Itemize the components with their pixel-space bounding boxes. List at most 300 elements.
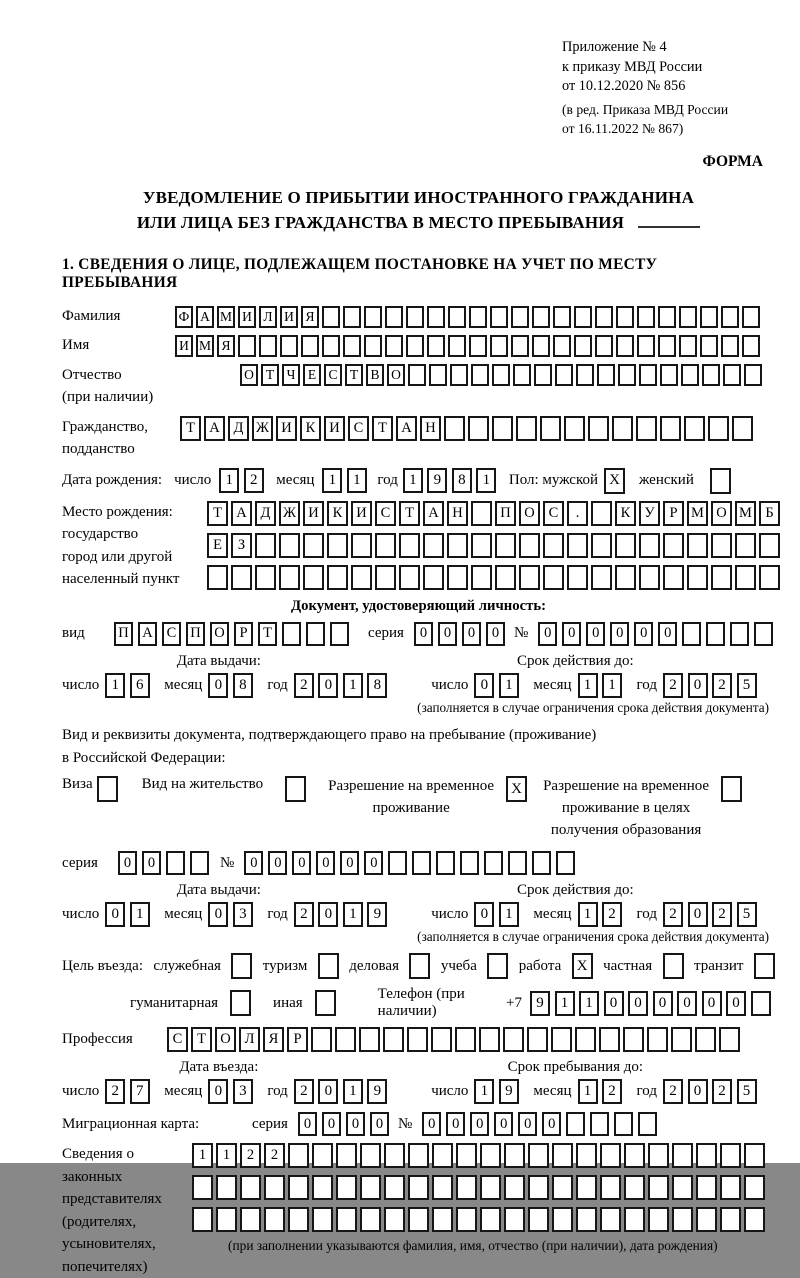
char-cell[interactable] — [503, 1027, 524, 1052]
char-cell[interactable]: 1 — [474, 1079, 494, 1104]
char-cell[interactable]: 0 — [322, 1112, 341, 1136]
char-cell[interactable] — [590, 1112, 609, 1136]
char-cell[interactable] — [556, 851, 575, 875]
char-cell[interactable] — [720, 1207, 741, 1232]
char-cell[interactable] — [624, 1207, 645, 1232]
char-cell[interactable] — [303, 533, 324, 558]
char-cell[interactable] — [190, 851, 209, 875]
residence-permit-checkbox[interactable] — [285, 776, 306, 802]
char-cell[interactable] — [407, 1027, 428, 1052]
char-cell[interactable] — [388, 851, 407, 875]
char-cell[interactable] — [528, 1207, 549, 1232]
char-cell[interactable]: Т — [372, 416, 393, 441]
char-cell[interactable] — [336, 1207, 357, 1232]
char-cell[interactable] — [455, 1027, 476, 1052]
char-cell[interactable]: 2 — [602, 902, 622, 927]
char-cell[interactable] — [427, 306, 445, 328]
char-cell[interactable]: 0 — [658, 622, 677, 646]
char-cell[interactable]: А — [396, 416, 417, 441]
char-cell[interactable]: 1 — [130, 902, 150, 927]
char-cell[interactable]: И — [324, 416, 345, 441]
char-cell[interactable] — [343, 306, 361, 328]
char-cell[interactable]: Т — [258, 622, 277, 646]
char-cell[interactable] — [311, 1027, 332, 1052]
char-cell[interactable] — [240, 1207, 261, 1232]
char-cell[interactable]: 1 — [476, 468, 496, 493]
char-cell[interactable]: Р — [234, 622, 253, 646]
char-cell[interactable] — [681, 364, 699, 386]
char-cell[interactable] — [615, 533, 636, 558]
char-cell[interactable] — [406, 306, 424, 328]
char-cell[interactable] — [732, 416, 753, 441]
char-cell[interactable]: У — [639, 501, 660, 526]
char-cell[interactable] — [720, 1143, 741, 1168]
char-cell[interactable]: 0 — [346, 1112, 365, 1136]
char-cell[interactable] — [744, 1207, 765, 1232]
char-cell[interactable]: М — [735, 501, 756, 526]
char-cell[interactable]: Ф — [175, 306, 193, 328]
char-cell[interactable]: 2 — [294, 1079, 314, 1104]
char-cell[interactable] — [360, 1207, 381, 1232]
char-cell[interactable]: К — [327, 501, 348, 526]
char-cell[interactable] — [735, 565, 756, 590]
char-cell[interactable] — [479, 1027, 500, 1052]
char-cell[interactable]: 0 — [208, 673, 228, 698]
char-cell[interactable] — [238, 335, 256, 357]
char-cell[interactable] — [399, 565, 420, 590]
char-cell[interactable]: М — [217, 306, 235, 328]
char-cell[interactable] — [166, 851, 185, 875]
char-cell[interactable] — [384, 1175, 405, 1200]
char-cell[interactable]: И — [175, 335, 193, 357]
char-cell[interactable] — [600, 1175, 621, 1200]
char-cell[interactable] — [730, 622, 749, 646]
char-cell[interactable] — [684, 416, 705, 441]
char-cell[interactable]: С — [324, 364, 342, 386]
char-cell[interactable]: З — [231, 533, 252, 558]
char-cell[interactable] — [279, 565, 300, 590]
char-cell[interactable]: 1 — [192, 1143, 213, 1168]
char-cell[interactable] — [591, 533, 612, 558]
char-cell[interactable] — [658, 306, 676, 328]
char-cell[interactable]: 2 — [663, 1079, 683, 1104]
char-cell[interactable]: 0 — [208, 902, 228, 927]
char-cell[interactable] — [303, 565, 324, 590]
char-cell[interactable] — [343, 335, 361, 357]
char-cell[interactable] — [723, 364, 741, 386]
char-cell[interactable]: 3 — [233, 902, 253, 927]
char-cell[interactable]: 0 — [702, 991, 722, 1016]
char-cell[interactable] — [516, 416, 537, 441]
char-cell[interactable]: И — [276, 416, 297, 441]
char-cell[interactable] — [447, 533, 468, 558]
char-cell[interactable]: 0 — [268, 851, 287, 875]
char-cell[interactable]: 5 — [737, 902, 757, 927]
char-cell[interactable]: О — [215, 1027, 236, 1052]
char-cell[interactable]: 2 — [264, 1143, 285, 1168]
char-cell[interactable] — [231, 565, 252, 590]
char-cell[interactable] — [534, 364, 552, 386]
char-cell[interactable] — [600, 1207, 621, 1232]
char-cell[interactable]: 0 — [688, 1079, 708, 1104]
char-cell[interactable] — [364, 306, 382, 328]
purpose-study-checkbox[interactable] — [487, 953, 508, 979]
char-cell[interactable]: И — [351, 501, 372, 526]
char-cell[interactable] — [567, 533, 588, 558]
char-cell[interactable] — [721, 335, 739, 357]
char-cell[interactable]: 1 — [555, 991, 575, 1016]
char-cell[interactable] — [552, 1143, 573, 1168]
char-cell[interactable]: 0 — [364, 851, 383, 875]
char-cell[interactable] — [744, 364, 762, 386]
char-cell[interactable]: 0 — [208, 1079, 228, 1104]
char-cell[interactable]: О — [519, 501, 540, 526]
char-cell[interactable] — [423, 565, 444, 590]
char-cell[interactable] — [595, 335, 613, 357]
char-cell[interactable] — [322, 306, 340, 328]
char-cell[interactable] — [519, 533, 540, 558]
char-cell[interactable] — [312, 1143, 333, 1168]
char-cell[interactable] — [192, 1175, 213, 1200]
char-cell[interactable] — [408, 1175, 429, 1200]
char-cell[interactable]: 0 — [422, 1112, 441, 1136]
char-cell[interactable] — [721, 306, 739, 328]
char-cell[interactable]: 1 — [216, 1143, 237, 1168]
char-cell[interactable]: Б — [759, 501, 780, 526]
char-cell[interactable] — [484, 851, 503, 875]
char-cell[interactable]: 0 — [726, 991, 746, 1016]
char-cell[interactable] — [648, 1143, 669, 1168]
char-cell[interactable] — [576, 1175, 597, 1200]
char-cell[interactable] — [759, 533, 780, 558]
char-cell[interactable]: 9 — [367, 1079, 387, 1104]
char-cell[interactable] — [566, 1112, 585, 1136]
char-cell[interactable] — [335, 1027, 356, 1052]
char-cell[interactable]: 0 — [562, 622, 581, 646]
char-cell[interactable]: 1 — [602, 673, 622, 698]
char-cell[interactable] — [682, 622, 701, 646]
char-cell[interactable]: 1 — [578, 1079, 598, 1104]
char-cell[interactable] — [660, 364, 678, 386]
char-cell[interactable] — [576, 1143, 597, 1168]
char-cell[interactable]: 2 — [105, 1079, 125, 1104]
char-cell[interactable]: 9 — [367, 902, 387, 927]
char-cell[interactable]: Т — [191, 1027, 212, 1052]
char-cell[interactable] — [639, 565, 660, 590]
char-cell[interactable] — [687, 533, 708, 558]
char-cell[interactable]: 0 — [244, 851, 263, 875]
char-cell[interactable]: В — [366, 364, 384, 386]
char-cell[interactable] — [552, 1207, 573, 1232]
char-cell[interactable] — [575, 1027, 596, 1052]
char-cell[interactable] — [519, 565, 540, 590]
char-cell[interactable] — [450, 364, 468, 386]
char-cell[interactable]: О — [210, 622, 229, 646]
char-cell[interactable] — [616, 306, 634, 328]
char-cell[interactable] — [336, 1143, 357, 1168]
char-cell[interactable] — [495, 565, 516, 590]
char-cell[interactable] — [663, 565, 684, 590]
char-cell[interactable] — [312, 1175, 333, 1200]
char-cell[interactable] — [648, 1175, 669, 1200]
char-cell[interactable] — [744, 1175, 765, 1200]
char-cell[interactable] — [469, 306, 487, 328]
char-cell[interactable] — [480, 1175, 501, 1200]
char-cell[interactable] — [351, 533, 372, 558]
char-cell[interactable] — [555, 364, 573, 386]
char-cell[interactable] — [574, 306, 592, 328]
char-cell[interactable]: Ж — [279, 501, 300, 526]
char-cell[interactable] — [543, 565, 564, 590]
char-cell[interactable]: 0 — [542, 1112, 561, 1136]
char-cell[interactable]: 5 — [737, 1079, 757, 1104]
char-cell[interactable]: 1 — [347, 468, 367, 493]
char-cell[interactable]: А — [204, 416, 225, 441]
char-cell[interactable] — [708, 416, 729, 441]
char-cell[interactable] — [711, 533, 732, 558]
char-cell[interactable] — [711, 565, 732, 590]
char-cell[interactable] — [588, 416, 609, 441]
char-cell[interactable] — [623, 1027, 644, 1052]
char-cell[interactable] — [511, 335, 529, 357]
char-cell[interactable]: Я — [263, 1027, 284, 1052]
char-cell[interactable] — [429, 364, 447, 386]
char-cell[interactable] — [624, 1175, 645, 1200]
char-cell[interactable] — [754, 622, 773, 646]
char-cell[interactable]: 2 — [663, 673, 683, 698]
char-cell[interactable]: С — [162, 622, 181, 646]
purpose-transit-checkbox[interactable] — [754, 953, 775, 979]
char-cell[interactable] — [456, 1207, 477, 1232]
char-cell[interactable] — [504, 1143, 525, 1168]
char-cell[interactable] — [412, 851, 431, 875]
temp-residence-checkbox[interactable]: X — [506, 776, 527, 802]
char-cell[interactable] — [306, 622, 325, 646]
char-cell[interactable]: 0 — [142, 851, 161, 875]
char-cell[interactable]: Н — [420, 416, 441, 441]
char-cell[interactable] — [423, 533, 444, 558]
char-cell[interactable] — [327, 565, 348, 590]
char-cell[interactable] — [615, 565, 636, 590]
char-cell[interactable] — [330, 622, 349, 646]
char-cell[interactable] — [648, 1207, 669, 1232]
char-cell[interactable] — [735, 533, 756, 558]
char-cell[interactable] — [399, 533, 420, 558]
char-cell[interactable] — [511, 306, 529, 328]
char-cell[interactable] — [527, 1027, 548, 1052]
char-cell[interactable] — [532, 306, 550, 328]
char-cell[interactable] — [671, 1027, 692, 1052]
char-cell[interactable] — [553, 335, 571, 357]
char-cell[interactable]: 8 — [233, 673, 253, 698]
char-cell[interactable] — [336, 1175, 357, 1200]
char-cell[interactable]: 2 — [712, 902, 732, 927]
char-cell[interactable]: Д — [228, 416, 249, 441]
char-cell[interactable]: 2 — [294, 902, 314, 927]
char-cell[interactable] — [532, 851, 551, 875]
char-cell[interactable]: С — [375, 501, 396, 526]
char-cell[interactable] — [431, 1027, 452, 1052]
char-cell[interactable] — [216, 1175, 237, 1200]
char-cell[interactable]: Я — [217, 335, 235, 357]
char-cell[interactable] — [702, 364, 720, 386]
char-cell[interactable]: 1 — [403, 468, 423, 493]
char-cell[interactable] — [528, 1143, 549, 1168]
char-cell[interactable]: 1 — [499, 673, 519, 698]
char-cell[interactable] — [471, 364, 489, 386]
char-cell[interactable] — [658, 335, 676, 357]
char-cell[interactable] — [672, 1143, 693, 1168]
char-cell[interactable] — [504, 1175, 525, 1200]
char-cell[interactable] — [504, 1207, 525, 1232]
char-cell[interactable]: Л — [239, 1027, 260, 1052]
char-cell[interactable] — [706, 622, 725, 646]
sex-male-checkbox[interactable]: X — [604, 468, 625, 494]
char-cell[interactable]: 1 — [343, 902, 363, 927]
char-cell[interactable]: 1 — [219, 468, 239, 493]
char-cell[interactable]: 2 — [244, 468, 264, 493]
char-cell[interactable] — [322, 335, 340, 357]
char-cell[interactable]: 0 — [414, 622, 433, 646]
purpose-private-checkbox[interactable] — [663, 953, 684, 979]
char-cell[interactable] — [375, 565, 396, 590]
char-cell[interactable] — [255, 533, 276, 558]
char-cell[interactable] — [600, 1143, 621, 1168]
char-cell[interactable] — [720, 1175, 741, 1200]
char-cell[interactable]: 0 — [118, 851, 137, 875]
char-cell[interactable]: Е — [207, 533, 228, 558]
char-cell[interactable] — [495, 533, 516, 558]
char-cell[interactable]: 1 — [322, 468, 342, 493]
char-cell[interactable] — [751, 991, 771, 1016]
char-cell[interactable]: С — [167, 1027, 188, 1052]
purpose-business-checkbox[interactable] — [409, 953, 430, 979]
char-cell[interactable]: И — [303, 501, 324, 526]
char-cell[interactable] — [695, 1027, 716, 1052]
char-cell[interactable]: 0 — [462, 622, 481, 646]
char-cell[interactable]: Я — [301, 306, 319, 328]
char-cell[interactable] — [492, 364, 510, 386]
char-cell[interactable] — [444, 416, 465, 441]
char-cell[interactable]: 1 — [578, 902, 598, 927]
char-cell[interactable]: 0 — [474, 902, 494, 927]
char-cell[interactable] — [663, 533, 684, 558]
char-cell[interactable] — [576, 364, 594, 386]
char-cell[interactable] — [288, 1207, 309, 1232]
char-cell[interactable] — [468, 416, 489, 441]
char-cell[interactable] — [513, 364, 531, 386]
char-cell[interactable] — [700, 306, 718, 328]
char-cell[interactable]: 1 — [343, 1079, 363, 1104]
char-cell[interactable]: 2 — [602, 1079, 622, 1104]
char-cell[interactable]: 6 — [130, 673, 150, 698]
char-cell[interactable] — [469, 335, 487, 357]
char-cell[interactable]: 9 — [427, 468, 447, 493]
char-cell[interactable] — [383, 1027, 404, 1052]
char-cell[interactable]: Н — [447, 501, 468, 526]
char-cell[interactable] — [597, 364, 615, 386]
char-cell[interactable]: 1 — [499, 902, 519, 927]
char-cell[interactable] — [618, 364, 636, 386]
char-cell[interactable]: К — [300, 416, 321, 441]
char-cell[interactable] — [540, 416, 561, 441]
char-cell[interactable] — [595, 306, 613, 328]
char-cell[interactable] — [288, 1143, 309, 1168]
char-cell[interactable]: И — [280, 306, 298, 328]
char-cell[interactable] — [616, 335, 634, 357]
char-cell[interactable]: 2 — [240, 1143, 261, 1168]
char-cell[interactable] — [492, 416, 513, 441]
purpose-work-checkbox[interactable]: X — [572, 953, 593, 979]
char-cell[interactable] — [532, 335, 550, 357]
char-cell[interactable] — [639, 364, 657, 386]
char-cell[interactable] — [576, 1207, 597, 1232]
char-cell[interactable]: И — [238, 306, 256, 328]
char-cell[interactable]: О — [387, 364, 405, 386]
char-cell[interactable]: 0 — [486, 622, 505, 646]
char-cell[interactable] — [553, 306, 571, 328]
char-cell[interactable] — [637, 306, 655, 328]
char-cell[interactable]: 0 — [340, 851, 359, 875]
char-cell[interactable]: М — [687, 501, 708, 526]
sex-female-checkbox[interactable] — [710, 468, 731, 494]
char-cell[interactable] — [384, 1143, 405, 1168]
char-cell[interactable] — [264, 1207, 285, 1232]
char-cell[interactable] — [360, 1143, 381, 1168]
char-cell[interactable]: А — [423, 501, 444, 526]
char-cell[interactable] — [432, 1207, 453, 1232]
char-cell[interactable]: О — [711, 501, 732, 526]
char-cell[interactable]: 0 — [318, 1079, 338, 1104]
char-cell[interactable]: 0 — [688, 902, 708, 927]
char-cell[interactable] — [279, 533, 300, 558]
char-cell[interactable]: 2 — [712, 673, 732, 698]
char-cell[interactable]: 0 — [316, 851, 335, 875]
char-cell[interactable] — [744, 1143, 765, 1168]
char-cell[interactable] — [637, 335, 655, 357]
char-cell[interactable] — [408, 364, 426, 386]
char-cell[interactable] — [471, 533, 492, 558]
char-cell[interactable]: А — [231, 501, 252, 526]
char-cell[interactable] — [456, 1143, 477, 1168]
char-cell[interactable]: 0 — [688, 673, 708, 698]
purpose-other-checkbox[interactable] — [315, 990, 336, 1016]
char-cell[interactable]: 0 — [628, 991, 648, 1016]
char-cell[interactable]: 2 — [712, 1079, 732, 1104]
char-cell[interactable] — [447, 565, 468, 590]
char-cell[interactable] — [207, 565, 228, 590]
purpose-official-checkbox[interactable] — [231, 953, 252, 979]
char-cell[interactable]: П — [114, 622, 133, 646]
char-cell[interactable] — [647, 1027, 668, 1052]
purpose-humanitarian-checkbox[interactable] — [230, 990, 251, 1016]
char-cell[interactable] — [552, 1175, 573, 1200]
char-cell[interactable]: 8 — [452, 468, 472, 493]
char-cell[interactable] — [351, 565, 372, 590]
char-cell[interactable] — [696, 1143, 717, 1168]
char-cell[interactable]: Т — [261, 364, 279, 386]
char-cell[interactable]: 0 — [610, 622, 629, 646]
char-cell[interactable] — [280, 335, 298, 357]
char-cell[interactable] — [432, 1143, 453, 1168]
char-cell[interactable]: 0 — [604, 991, 624, 1016]
char-cell[interactable]: 0 — [446, 1112, 465, 1136]
char-cell[interactable] — [480, 1143, 501, 1168]
char-cell[interactable] — [471, 501, 492, 526]
char-cell[interactable]: 0 — [538, 622, 557, 646]
char-cell[interactable] — [672, 1207, 693, 1232]
char-cell[interactable] — [301, 335, 319, 357]
